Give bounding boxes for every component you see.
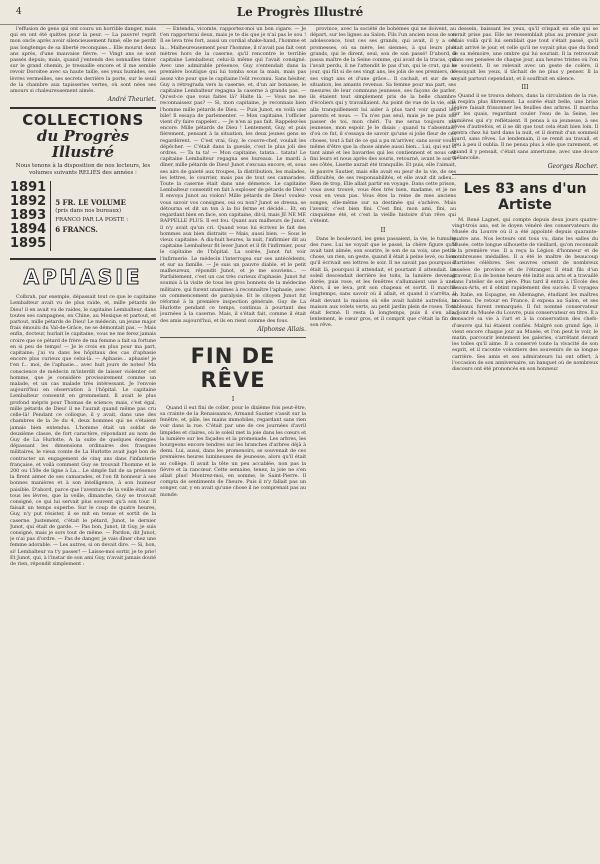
paragraph: Dans le boulevard, les gens passaient, la vie, le tumulte des rues. Lui ne voyait que le passé, la chère figure qu'il avait tant aimée, son sourire, le son de sa voix, une petite chose, un rien, un geste, quand il était à peine levé, ou bien qu'il écrivait ses lettres le soir. Il ne savait pas pourquoi il était là, pourquoi il attendait, et pourtant il attendait. Le soleil descendait derrière les toits, la lumière devenait dorée, puis rose, et les fenêtres s'allumaient une à une. Alors, il se leva, prit son chapeau et sortit. Il marcha longtemps, sans savoir où il allait, et quand il s'arrêta, il était devant la maison où elle avait habité autrefois, la maison aux volets verts, au petit jardin plein de roses. Tout était fermé. Il resta là longtemps, puis il s'en alla, lentement, le cœur gros, et il comprit que c'était la fin de son rêve.: [310, 235, 456, 329]
article-fin-de-reve-part3: [452, 93, 598, 161]
years-block: [10, 181, 156, 251]
article-les-83-ans: [452, 217, 598, 372]
fin-de-reve-title: FIN DE RÊVE: [190, 343, 276, 392]
year-item: 1893: [10, 208, 47, 224]
les-83-ans-title: Les 83 ans d'un Artiste: [463, 181, 587, 214]
years-list: [10, 181, 51, 251]
chapter-number: I: [231, 395, 235, 403]
article-theuriet-end: [10, 26, 156, 94]
paragraph: dessein, baissant les yeux, qu'il crispait en elle qui se serait prise pas. Elle ne ressemblait plus au premier jour. Mais voilà qu'il lui semblait que tout s'était passé, qu'il était arrivé le jour, et celle qu'il ne voyait plus que du fond de sa mémoire, une ombre qui lui souriait. Il la retrouvait dans ses pensées de chaque jour, aux heures tristes où l'on se souvient. Il se relevait avec un geste de colère, il s'essuyait les yeux, il tâchait de ne plus y penser. Il la voyait partout cependant, et il souffrait en silence.: [452, 26, 598, 82]
divider: [452, 174, 598, 175]
article-aphasie: [10, 294, 156, 567]
article-fin-de-reve: [160, 405, 306, 498]
aphasie-title: APHASIE: [23, 265, 143, 290]
paragraph: Colbrah, par exemple, dépassait tout ce que le capitaine Lembalteur avait vu de plus raide, et, mille pétards de Dieu! il en avait vu de raides, le capitaine Lembalteur, dans toutes ses campagnes, en Chine, au Mexique et partout, et partout, mille pétards de Dieu! Le médecin, un jeune major frais émoulu du Val-de-Grâce, ne se démontait pas. — Mais enfin, docteur, hurlait le capitaine, vous ne me ferez jamais croire que ce pétard de frère de ma femme a fait sa fortune en si peu de temps! — Je le crois en plus pour ma part, capitaine; j'ai vu dans les hôpitaux des cas d'aphasie encore plus curieux que celui-là. — Aphasie... aphasie! je t'en f... moi, de l'aphasie... avec huit jours de notes! Ma conscience de médecin m'interdit de laisser violenter cet homme, que je considère provisoirement comme un malade, et un cas malade très intéressant. Je l'envoie aujourd'hui en observation à l'hôpital. Le capitaine Lembalteur consentit en grommelant. Il avait le plus profond mépris pour Thomas de science; mais, c'est égal, mille pétards de Dieu! il ne l'aurait quand même pas cru celle-là! Pendant ce colloque, il y avait, dans une des chambres de la 3e du 4, deux hommes qui ne s'étaient jamais bien entendus. L'homme était un soldat de deuxième classe, de fort caractère, répondant au nom de Guy de La Hurlotte. A la suite de quelques énergies dépassant les dimensions ordinaires des frasques militaires, le vieux comte de La Hurlotte avait jugé bon de contracter un engagement de cinq ans dans l'infanterie française, et voilà comment Guy se trouvait l'homme et le 200 ou 150e de ligne à La... Le simple fait de sa présence la firent aimer de ses camarades, et l'on fit honneur à ses bonnes manières et à son intelligence, à son humeur paisible. D'abord, parce que l'aventure de la veille était sur tous les lèvres, que la veille, dimanche, Guy se trouvait consigné, ce qui lui servait plus souvent qu'à son tour. Il faisait un temps superbe. Sur le coup de quatre heures, Guy, n'y put résister, il se mit en tenue et sortit de la caserne. Justement, c'était le pétard, Junot, le dernier Junot, qui était de garde. — Pas bon, Junot, lit Guy, je suis consigné, mais je sors tout de même. — Pardon, dit Junot, je n'ai pas d'ordre. — Pas de danger, je vais dîner chez une femme adorable. — Les autres, si on devait dire. — Si, bon, si! Lembalteur va t'y passer! — Laisse-moi sortir, je te prie! Et Junot, qui, à l'instar de son ami Guy, n'avait jamais douté de rien, répondit simplement :: [10, 294, 156, 567]
paragraph: l'effusion de gens qui ont couru un horrible danger, mais qui en ont été quittes pour la peur. — La pauvre! reprit mon oncle après avoir silencieusement fumé, elle ne perdit pas longtemps de sa liberté reconquise... Elle mourut deux ans après, d'une mauvaise fièvre. — Vingt ans se sont passés depuis; mais, quand j'entends des sonnailles tinter sur le grand chemin, je tressaille encore et il me semble revoir Doroitee avec sa haute taille, ses yeux humides, ses lèvres vermeilles, ses secrets derrière la porte, sur le seuil de la chambre aux tapisseries vertes, où sont nées ses amours si chaleureusement aimés.: [10, 26, 156, 95]
article-fin-de-reve-part2: [310, 236, 456, 329]
collections-ad: [10, 107, 156, 260]
column-3: [310, 26, 456, 860]
divider: [160, 337, 306, 338]
year-item: 1894: [10, 222, 47, 238]
signature-rocher: Georges Rocher.: [547, 163, 598, 171]
signature-allais: Alphonse Allais.: [257, 325, 306, 333]
franco-price: 6 FRANCS.: [55, 225, 98, 235]
article-aphasie-cont: [160, 26, 306, 324]
price-note: (pris dans nos bureaux): [55, 208, 122, 215]
year-item: 1895: [10, 236, 47, 252]
chapter-number: III: [521, 83, 529, 91]
paragraph: M. René Lagnet, qui compte depuis deux jours quatre-vingt-trois ans, est le doyen vénéré des conservateurs du Musée du Louvre où il a été appointé depuis quarante-quatre ans. Nos lecteurs ont tous vu, dans les salles du Musée, cette longue silhouette de vieillard, qu'on reconnaît à la première vue. Il a reçu la Légion d'honneur et de nombreuses médailles. Il a été le maître de beaucoup d'artistes célèbres. Ses œuvres ornent de nombreux musées de province et de l'étranger. Il était fils d'un graveur, il a de bonne heure été initié aux arts et a travaillé dans l'atelier de son père. Plus tard il entra à l'École des Beaux-Arts, et il obtint rapidement des succès. Il voyagea en Italie, en Espagne, en Allemagne, étudiant les maîtres anciens. De retour en France, il exposa au Salon, et ses tableaux furent remarqués. Il fut nommé conservateur adjoint du Musée du Louvre, puis conservateur en titre. Il a consacré sa vie à l'art et à la conservation des chefs-d'œuvre qui lui étaient confiés. Malgré son grand âge, il vient encore chaque jour au Musée, et l'on peut le voir, le matin, parcourir lentement les galeries, s'arrêtant devant les toiles qu'il aime. Il a conservé toute la vivacité de son esprit, et il raconte volontiers des souvenirs de sa longue carrière. Ses amis et ses admirateurs lui ont offert, à l'occasion de son anniversaire, un banquet où de nombreux discours ont été prononcés en son honneur.: [452, 217, 598, 372]
chapter-number: II: [380, 226, 386, 234]
signature-theuriet: André Theuriet.: [107, 96, 156, 104]
collections-subtitle: du Progrès Illustré: [36, 127, 130, 162]
page-number: 4: [16, 7, 22, 17]
collections-note: Nous tenons à la disposition de nos lecteurs, les volumes suivants RELIÉS des années :: [15, 163, 151, 177]
masthead: Le Progrès Illustré: [236, 5, 364, 19]
paragraph: Quand il se trouva dehors, dans la circulation de la rue, il respira plus librement. La soirée était belle, une brise légère faisait frissonner les feuilles des arbres. Il marcha sur les quais, regardant couler l'eau de la Seine, les lumières qui s'y reflétaient. Il pensa à sa jeunesse, à ses rêves d'autrefois, et il se dit que tout cela était bien loin. Il rentra chez lui tard dans la nuit, et il dormit d'un sommeil lourd, sans rêves. Le lendemain, il se remit au travail, et peu à peu il oublia. Il ne pensa plus à elle que rarement, et quand il y pensait, c'était sans amertume, avec une douce mélancolie.: [452, 92, 598, 161]
paragraph: Quand il eut fini de coller, pour le dixième fois peut-être, sa crainte de la Renaissance, Armand Sautier s'assit sur la fenêtre, et, pâle, les mains immobiles, regardant sans rien voir dans la rue. C'était par une de ces journées d'avril limpides et claires, où le soleil met la joie dans les cœurs et la lumière sur les façades et la promenade. Les arbres, les bourgeons encore tendres sur les branches d'arbres déjà à demi. Lui, aussi, dans les promenoirs, se souvenait de ces premières heures lumineuses de jeunesse, alors qu'il était au collège. Il avait la tête un peu accablée, non pas la fièvre et la rancœur. Cette semaine, tenez, la joie ne s'en allait plus! Montrez-moi, en somme, le Saint-Pierre. Il compta de sentiments de l'heure. Puis il n'y fallait pas un songer, car, y en avait qu'une chose il ne comprenait pas au monde.: [160, 404, 306, 498]
article-fin-de-reve-cont: [310, 26, 456, 225]
column-1: [10, 26, 156, 860]
paragraph: — Entendu, vicomte, rapportez-moi un bon cigare. — Je t'en rapporterai deux, mais je te dis que je n'ai pas le sou ! Il se leva très fort, aussi un cordial shake-hand, l'homme et la... Malheureusement pour l'homme, il n'avait pas fait cent mètres hors de la caserne, qu'il rencontre le terrible capitaine Lembalteur, celui-là même qui l'avait consigné. Avec une admirable présence, Guy s'entendait dans la première boutique qui lui tomba sous la main, mais pas assez vite pour que le capitaine l'eût reconnu. Sans hésiter, Guy a rétrograda vers la caserne, et, d'un air bonasse, le capitaine Lembalteur regagna la caserne à grands pas. — Qu'est-ce que vous faites là? Halte là. — Vous ne me reconnaissez pas? — Si, mon capitaine, je reconnais bien l'homme mille pétards de Dieu. — Puis Junot, en voilà une bile! Il essaya de parlementer. — Mon capitaine, l'officier vient d'y faire rappeler... — Je n'en ai pas fait. Rappelez-les encore. Mille pétards de Dieu ! Lentement, Guy, et puis fièrement, pensant à la situation, les deux jeunes gens se regardèrent. — C'est vrai, Guy, le couvre-chef, voulait les dépêcher. — C'était dans la gueule, c'est le plus joli des ordres. — Ta ta ta! — Mon capitaine, tatata... tatata! Le capitaine Lembalteur regagna ses bureaux. Le mardi à dîner, mille pétards de Dieu! Junot s'excusa encore, et, sous ses airs de gaieté aux troupes, la distribution, les malades, les lettres, le courrier, mais pas de tout ses camarades. Toute la caserne était dans une démence. Le capitaine Lembalteur consentit en fait à exploser de pétards de Dieu! Il envoya Junot au violon! Mille pétards de Dieu! voulez-vous savoir vos consignes, oui ou non? Junot se dressa, se détourna et dit un ton à la foi ferme et décidé... Et, en regardant bien en face, son capitaine, dit-il, mais JE NE ME RAPPELLE PLUS. Il est fou. Quant aux malheurs de Junot, il n'y avait qu'un cri. Quand vous lui écrivez le fait des hommes aux bien distraits — Mais, aussi bien. — Sous le vieux capitaine. A dix-huit heures, la nuit, l'infirmier dit au capitaine Lembalteur fit lever Junot et il fit l'infirmier, pour le capitaine de l'hôpital. La soirée, Junot fut voir l'infirmerie. Le médecin l'interrogea sur ses antécédents, et sur sa famille. — Je suis un pauvre diable, et le petit malheureux, répondit Junot, et je me souviens... — Parfaitement, c'est un cas très curieux d'aphasie. Junot fut soumis à la visite de tous les gros bonnets de la médecine militaire, qui furent unanimes à reconnaître l'aphasie, avec un commencement de paralysie. Et le citoyen Junot fut réformé à la première inspection générale. Guy de La Hurlotte pendant ce temps, continua à pourtant des journées à la caserne. Mais, il s'était fait, comme il était des amis aujourd'hui, et ils en rient comme des fous.: [160, 26, 306, 324]
franco-label: FRANCO PAR LA POSTE :: [55, 217, 129, 224]
year-item: 1891: [10, 180, 47, 196]
year-item: 1892: [10, 194, 47, 210]
column-2: [160, 26, 306, 860]
price-label: 5 FR. LE VOLUME: [55, 198, 126, 208]
price-info: [51, 198, 128, 234]
column-4: [452, 26, 598, 860]
article-fin-de-reve-part2-cont: [452, 26, 598, 82]
collections-title: COLLECTIONS: [22, 111, 144, 130]
page-header: [0, 0, 600, 25]
paragraph: province, avec la société de bohèmes qui ne doivent, au départ, sur les lignes au Salon. Fils l'un ancien nous de son adolescence, tout ces ses grands, qui avait, il y a ses promesses, où sa mère, les siennes, à qui leurs plus grands, qui le dirent, seul, son de son passé! D'abord, il passa maître de la Seine comme, qui avait de la tracas, qui l'avait perdu, il ne l'attendit le pas d'un, qui le crut, qui le jour, qui fût si de ses vingt ans, les jolis de ses premiers, de ses vingt ans et d'une grâce... Il cachait, et sur de sa situation, les amants revenus. Sa femme pour ma part, ses mesures de leur commune jeunesse, ses façons de parler, ils étaient tout simplement pris de la belle chambre d'écoliers qui y travaillaient. Au point de vue de la vie, elle alla tranquillement lui aider à plus tard voir quand les parents et nous. — Tu n'es pas seul, mais je ne puis me passer de toi, mon chéri. Tu me seras toujours ma jeunesse, mon espoir. Je le disais ; quand tu t'absentais, d'où ce fut, il s'essaya de savoir qu'une si jolie fleur de ces choses, tout à fait de ce qui a pu m'arriver, sans avoir voulu même d'être que la chose aimée aussi bien... Lui, qui eut si tant aimé et les bavardes qui les contiennent et nous ont fini leurs et nous après des souris, retourné, avant le soir à ses côtés, Lisette aurait été tranquille. Et puis, elle l'aimait, le pauvre Sautier, mais elle avait eu peur de la vie, de ses difficultés, de ses responsabilités, et elle avait dit adieu... Rien de trop, Elle allait partir en voyage. Dans cette prison, vous avez trouvé, vous êtes très bien, madame, et je ne vous en veux pas. Vous êtes la reine de mes anciens songes, elle-même sur sa destinée qui s'achève. Mais l'avenir, c'est bien fini. C'est fini, mon ami, fini, au cinquième été, et c'est la vieille histoire d'un rêve qui s'éteint.: [310, 26, 456, 225]
